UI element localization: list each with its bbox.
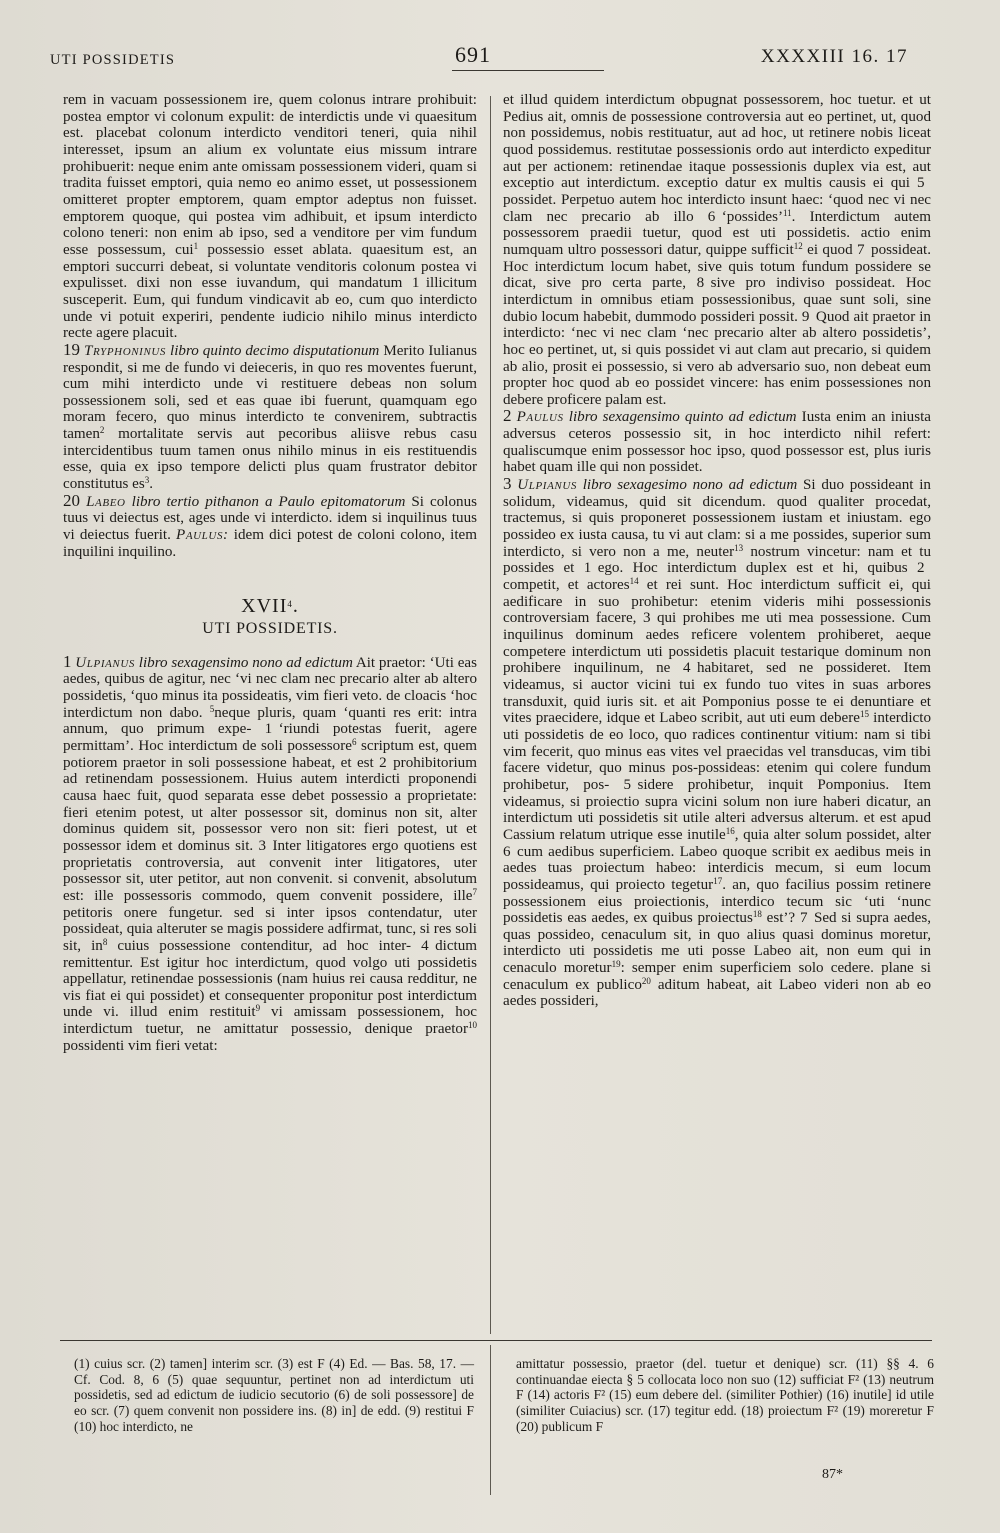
paragraph-18-continued: rem in vacuam possessionem ire, quem colonus intrare prohibuit: postea emptor vi colonum expulit: de interdictis unde vi quaesitum est. placebat colonum interdicto venditori teneri, quia nihil interesset, ipsum an alium ex voluntate eius missum intrare prohibuerit: neque enim ante omissam possessionem videri, quam si tradita fuisset emptori, quia nemo eo animo esset, ut possessionem omitteret propter emptorem, quam emptor adeptus non fuisset. emptorem quoque, qui postea vim adhibuit, et ipsum interdicto colono teneri: non enim ab ipso, sed a venditore per vim fundum esse possessum, cui$^1$ possessio esset ablata. quaesitum est, an emptori succurri debeat, si voluntate venditoris colonum postea vi expulisset. dixi non esse iuvandum, qui mandatum 1 illicitum susceperit. Eum, qui fundum vindicavit ab eo, cum quo interdicto unde vi potuit experiri, pendente iudicio nihilo minus interdicto recte agere placuit. <box>63 92 477 342</box>
title-heading <box>63 595 477 638</box>
footnote-divider <box>490 1345 491 1495</box>
left-column <box>63 92 477 1054</box>
title-number: XVII$^4$. <box>241 595 299 618</box>
right-column <box>503 92 931 1010</box>
fragment-3: 3 Ulpianus libro sexagesimo nono ad edictum Si duo possideant in solidum, videamus, quid sit dicendum. quod qualiter procedat, tractemus, si quis proponeret possessionem iustam et iniustam. ego possideo ex iusta causa, tu vi aut clam: si a me possides, superior sum interdicto, si vero non a me, neuter$^{13}$ nostrum vincetur: nam et tu possides et 1 ego. Hoc interdictum duplex est et hi, quibus 2competit, et actores$^{14}$ et rei sunt. Hoc interdictum sufficit ei, qui aedificare in suo prohibetur: etenim videris mihi possessionis controversiam facere, 3 qui prohibes me uti mea possessione. Cum inquilinus dominum aedes reficere volentem prohiberet, aeque competere interdictum uti possidetis placuit testarique dominum non prohibere inquilinum, ne 4 habitaret, sed ne possideret. Item videamus, si auctor vicini tui ex fundo tuo vites in suas arbores transduxit, quid iuris sit. et ait Pomponius posse te ei denuntiare et vites praecidere, idque et Labeo scribit, aut uti eum debere$^{15}$ interdicto uti possidetis de eo loco, quo radices continentur vitium: nam si tibi vim fecerit, quo minus eas vites vel praecidas vel transducas, vim tibi facere videtur, quo minus pos-possideas: etenim qui colere fundum prohibetur, pos- 5 sidere prohibetur, inquit Pomponius. Item videamus, si proiectio supra vicini solum non iure haberi dicatur, an interdictum uti possidetis sit utile alteri adversus alterum. et est apud Cassium relatum utrique esse inutile$^{16}$, quia alter solum possidet, alter 6 cum aedibus superficiem. Labeo quoque scribit ex aedibus meis in aedes tuas proiectum habeo: interdicis mecum, si eum locum possideamus, qui proiecto tegetur$^{17}$. an, quo facilius possim retinere possessionem eius proiectionis, interdico tecum sic ‘uti ‘nunc possidetis eas aedes, ex quibus proiectus$^{18}$ est’? 7 Sed si supra aedes, quas possideo, cenaculum sit, in quo alius quasi dominus moretur, interdicto uti possidetis me uti posse Labeo ait, non eum qui in cenaculo moretur$^{19}$: semper enim superficiem solo cedere. plane si cenaculum ex publico$^{20}$ aditum habeat, ait Labeo videri non ab eo aedes possideri, <box>503 474 932 1010</box>
footnotes-right: amittatur possessio, praetor (del. tuetur et denique) scr. (11) §§ 4. 6 continuandae eiecta § 5 collocata loco non suo (12) sufficiat F² (13) neutrum F (14) actoris F² (15) eum debere del. (similiter Pothier) (16) inutile] id utile (similiter Cuiacius) scr. (17) tegitur edd. (18) proiectum F² (19) moreretur F (20) publicum F <box>516 1356 934 1434</box>
running-title: UTI POSSIDETIS <box>50 52 176 68</box>
section-reference: XXXXIII 16. 17 <box>760 46 908 67</box>
fragment-19: 19 Tryphoninus libro quinto decimo disputationum Merito Iulianus respondit, si me de fundo vi deieceris, in quo res moventes fuerunt, cum mihi interdicto unde vi restituere debeas non solum possessionem soli, sed et eas quae ibi fuerunt, quamquam ego moram fecero, quo minus interdicto te convenirem, subtractis tamen$^2$ mortalitate servis aut pecoribus aliisve rebus casu intercidentibus tuum tamen onus nihilo minus in eis restituendis esse, quia ex ipso tempore delicti plus quam frustrator debitor constitutus $es^3$. <box>63 339 478 493</box>
running-header <box>50 38 908 78</box>
fragment-2: 2 Paulus libro sexagensimo quinto ad edictum Iusta enim an iniusta adversus ceteros possessio sit, in hoc interdicto nihil refert: qualiscumque enim possessor hoc ipso, quod possessor est, plus iuris habet quam ille qui non possidet. <box>503 406 931 476</box>
signature-mark: 87* <box>822 1467 843 1482</box>
fragment-20: 20 Labeo libro tertio pithanon a Paulo epitomatorum Si colonus tuus vi deiectus est, ages unde vi interdicto. idem si inquilinus tuus vi deiectus fuerit. Paulus: idem dici potest de coloni colono, item inquilini inquilino. <box>63 490 477 560</box>
fragment-1: 1 Ulpianus libro sexagensimo nono ad edictum Ait praetor: ‘Uti eas aedes, quibus de agitur, nec ‘vi nec clam nec precario alter ab altero possidetis, ‘quo minus ita possideatis, vim fieri veto. de cloacis ‘hoc interdictum non dabo. $^5$neque pluris, quam ‘quanti res erit: intra annum, quo primum expe- 1 ‘riundi potestas fuerit, agere permittam’. Hoc interdictum de soli possessore$^6$ scriptum est, quem potiorem praetor in soli possessione habeat, et est 2 prohibitorium ad retinendam possessionem. Huius autem interdicti proponendi causa haec fuit, quod separata esse debet possessio a proprietate: fieri etenim potest, ut alter possessor sit, dominus non sit, alter dominus quidem sit, possessor vero non sit: fieri potest, ut et possessor idem et dominus sit. 3 Inter litigatores ergo quotiens est proprietatis controversia, aut convenit inter litigatores, uter possessor sit, uter petitor, aut non convenit. si convenit, absolutum est: ille possessoris commodo, quem convenit possidere, ille$^7$ petitoris onere fungetur. sed si inter ipsos contendatur, uter possideat, quia alteruter se magis possidere adfirmat, tunc, si res soli sit, $in^8$ cuius possessione contenditur, ad hoc inter- 4 dictum remittentur. Est igitur hoc interdictum, quod volgo uti possidetis appellatur, retinendae possessionis (nam huius rei causa redditur, ne vis fiat ei qui possidet) et consequenter proponitur post interdictum unde vi. illud enim restituit$^9$ vi amissam possessionem, hoc interdictum tuetur, ne amittatur possessio, denique praetor$^{10}$ possidenti vim fieri vetat: <box>63 651 478 1054</box>
fragment-1-continued: et illud quidem interdictum obpugnat possessorem, hoc tuetur. et ut Pedius ait, omnis de possessione controversia aut eo pertinet, ut, quod non possidemus, nobis restituatur, aut ad hoc, ut retinere nobis liceat quod possidemus. restitutae possessionis ordo aut interdicto expeditur aut per actionem: retinendae itaque possessionis duplex via est, aut exceptio aut interdictum. exceptio datur ex multis causis ei qui 5possidet. Perpetuo autem hoc interdicto insunt haec: ‘quod nec vi nec clam nec precario ab illo 6 ‘possides’$^{11}$. Interdictum autem possessorem praedii tuetur, quod est uti possidetis. actio enim numquam ultro possessori datur, quippe sufficit$^{12}$ ei quod 7 possideat. Hoc interdictum locum habet, sive quis totum fundum possidere se dicat, sive pro certa parte, 8 sive pro indiviso possideat. Hoc interdictum in omnibus etiam possessionibus, quae sunt soli, sine dubio locum habebit, dummodo possideri possit. 9 Quod ait praetor in interdicto: ‘nec vi nec clam ‘nec precario alter ab altero possidetis’, hoc eo pertinet, ut, si quis possidet vi aut clam aut precario, si quidem ab alio, prosit ei possessio, si vero ab adversario suo, non debeat eum propter hoc quod ab eo possidet vincere: has enim possessiones non debere proficere palam est. <box>503 92 931 408</box>
column-divider <box>490 96 491 1334</box>
page-number: 691 <box>455 42 491 67</box>
footnotes-left: (1) cuius scr. (2) tamen] interim scr. (3) est F (4) Ed. — Bas. 58, 17. — Cf. Cod. 8, 6 (5) quae sequuntur, pertinet non ad interdictum uti possidetis, sed ad edictum de iudicio secutorio (6) de soli possessore] de eo scr. (7) quem convenit non possidere ins. (8) in] de edd. (9) restitui F (10) hoc interdicto, ne <box>74 1356 474 1434</box>
page-number-rule <box>452 70 604 71</box>
title-name: UTI POSSIDETIS. <box>202 620 338 638</box>
footnote-rule <box>60 1340 932 1341</box>
